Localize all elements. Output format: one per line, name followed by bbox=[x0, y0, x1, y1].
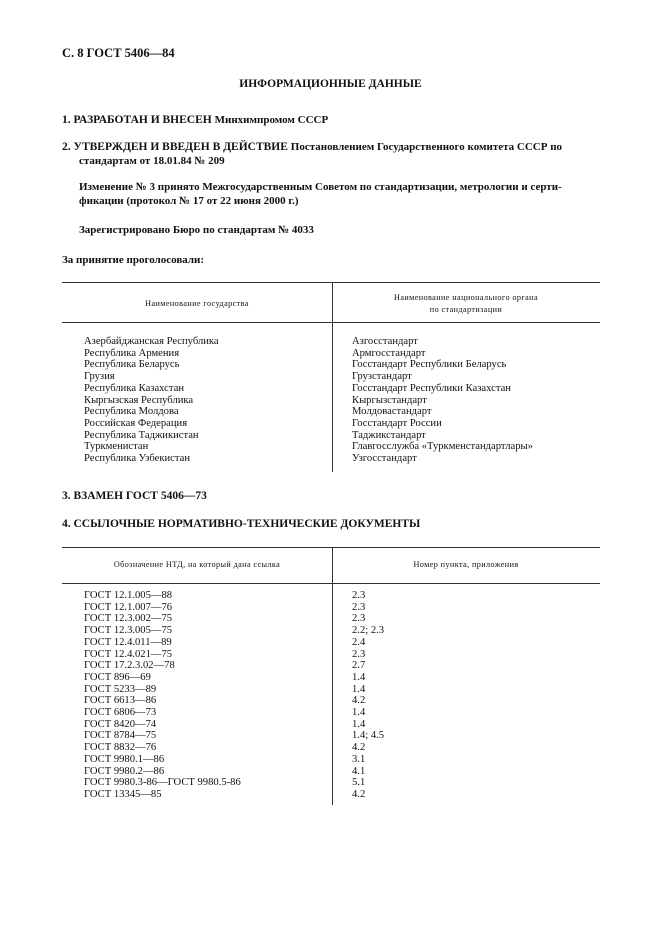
votes-col2-header-line-2: по стандартизации bbox=[429, 305, 503, 314]
votes-state-cell: Республика Молдова bbox=[84, 406, 179, 418]
refs-doc-cell: ГОСТ 12.1.007—76 bbox=[84, 601, 173, 613]
votes-body-cell: Таджикстандарт bbox=[352, 429, 426, 441]
refs-col2-header: Номер пункта, приложения bbox=[413, 560, 519, 569]
refs-item-cell: 2.3 bbox=[352, 648, 366, 660]
refs-doc-cell: ГОСТ 6613—86 bbox=[84, 695, 157, 707]
section-2-text-2: стандартам от 18.01.84 № 209 bbox=[79, 155, 225, 167]
section-3 bbox=[62, 490, 207, 502]
votes-body-cell: Грузстандарт bbox=[352, 371, 412, 383]
votes-body-cell: Армгосстандарт bbox=[352, 347, 426, 359]
refs-item-cell: 1.4; 4.5 bbox=[352, 730, 385, 742]
refs-doc-cell: ГОСТ 9980.1—86 bbox=[84, 753, 165, 765]
votes-body-cell: Главгосслужба «Туркменстандартлары» bbox=[352, 441, 533, 453]
section-4 bbox=[62, 518, 420, 530]
votes-col1-header: Наименование государства bbox=[145, 299, 249, 308]
section-2-line-1 bbox=[62, 141, 562, 153]
votes-state-cell: Республика Беларусь bbox=[84, 359, 180, 371]
votes-table-header-rule bbox=[62, 322, 600, 323]
refs-docs-list bbox=[84, 590, 241, 801]
votes-state-cell: Республика Армения bbox=[84, 347, 180, 359]
votes-body-cell: Госстандарт России bbox=[352, 417, 442, 429]
refs-item-cell: 2.2; 2.3 bbox=[352, 625, 385, 637]
section-4-heading: ССЫЛОЧНЫЕ НОРМАТИВНО-ТЕХНИЧЕСКИЕ ДОКУМЕНТЫ bbox=[73, 518, 421, 530]
amendment-line-2: фикации (протокол № 17 от 22 июня 2000 г.) bbox=[79, 195, 299, 207]
refs-doc-cell: ГОСТ 8784—75 bbox=[84, 730, 157, 742]
refs-doc-cell: ГОСТ 13345—85 bbox=[84, 788, 162, 800]
section-2-number: 2. bbox=[62, 141, 71, 153]
page-header: С. 8 ГОСТ 5406—84 bbox=[62, 46, 175, 60]
votes-body-divider bbox=[332, 322, 333, 472]
refs-item-cell: 4.2 bbox=[352, 742, 366, 754]
votes-state-cell: Российская Федерация bbox=[84, 417, 188, 429]
refs-item-cell: 3.1 bbox=[352, 753, 366, 765]
refs-table-header-rule bbox=[62, 583, 600, 584]
votes-col2-header-line-1: Наименование национального органа bbox=[394, 293, 538, 302]
refs-doc-cell: ГОСТ 9980.3-86—ГОСТ 9980.5-86 bbox=[84, 777, 241, 789]
refs-item-cell: 1.4 bbox=[352, 718, 366, 730]
refs-doc-cell: ГОСТ 12.4.011—89 bbox=[84, 636, 172, 648]
section-3-heading: ВЗАМЕН ГОСТ 5406—73 bbox=[73, 490, 207, 502]
refs-doc-cell: ГОСТ 8832—76 bbox=[84, 742, 157, 754]
votes-body-cell: Кыргызстандарт bbox=[352, 394, 427, 406]
section-1 bbox=[62, 114, 328, 126]
refs-doc-cell: ГОСТ 12.3.002—75 bbox=[84, 613, 173, 625]
votes-state-cell: Грузия bbox=[84, 371, 115, 383]
refs-doc-cell: ГОСТ 6806—73 bbox=[84, 707, 157, 719]
registration-note: Зарегистрировано Бюро по стандартам № 4033 bbox=[79, 224, 314, 236]
refs-item-cell: 2.3 bbox=[352, 590, 366, 601]
refs-item-cell: 2.4 bbox=[352, 636, 366, 648]
section-2-heading: УТВЕРЖДЕН И ВВЕДЕН В ДЕЙСТВИЕ bbox=[73, 141, 288, 153]
votes-state-cell: Азербайджанская Республика bbox=[84, 336, 219, 347]
section-3-number: 3. bbox=[62, 490, 71, 502]
refs-items-list bbox=[352, 590, 384, 801]
refs-item-cell: 1.4 bbox=[352, 707, 366, 719]
section-2-text-1: Постановлением Государственного комитета СССР по bbox=[290, 141, 563, 153]
votes-state-cell: Туркменистан bbox=[84, 441, 149, 453]
votes-body-cell: Азгосстандарт bbox=[352, 336, 418, 347]
votes-body-cell: Госстандарт Республики Казахстан bbox=[352, 382, 511, 394]
votes-state-cell: Республика Казахстан bbox=[84, 382, 185, 394]
votes-states-list bbox=[84, 336, 219, 465]
refs-doc-cell: ГОСТ 12.1.005—88 bbox=[84, 590, 173, 601]
refs-doc-cell: ГОСТ 9980.2—86 bbox=[84, 765, 165, 777]
votes-state-cell: Республика Узбекистан bbox=[84, 453, 191, 465]
section-1-text: Минхимпромом СССР bbox=[214, 114, 329, 126]
section-1-heading: РАЗРАБОТАН И ВНЕСЕН bbox=[73, 114, 212, 126]
refs-table-top-rule bbox=[62, 547, 600, 548]
votes-table-top-rule bbox=[62, 282, 600, 283]
votes-body-cell: Узгосстандарт bbox=[352, 453, 417, 465]
votes-body-cell: Госстандарт Республики Беларусь bbox=[352, 359, 507, 371]
votes-body-cell: Молдовастандарт bbox=[352, 406, 432, 418]
page-title: ИНФОРМАЦИОННЫЕ ДАННЫЕ bbox=[239, 78, 422, 90]
refs-col1-header: Обозначение НТД, на который дана ссылка bbox=[113, 560, 281, 569]
refs-doc-cell: ГОСТ 5233—89 bbox=[84, 683, 157, 695]
refs-doc-cell: ГОСТ 896—69 bbox=[84, 671, 151, 683]
refs-doc-cell: ГОСТ 17.2.3.02—78 bbox=[84, 660, 175, 672]
votes-label: За принятие проголосовали: bbox=[62, 254, 205, 266]
votes-bodies-list bbox=[352, 336, 533, 465]
section-1-number: 1. bbox=[62, 114, 71, 126]
amendment-line-1: Изменение № 3 принято Межгосударственным Советом по стандартизации, метрологии и серти- bbox=[79, 181, 562, 193]
refs-body-divider bbox=[332, 583, 333, 805]
votes-state-cell: Кыргызская Республика bbox=[84, 394, 194, 406]
refs-doc-cell: ГОСТ 12.4.021—75 bbox=[84, 648, 173, 660]
refs-doc-cell: ГОСТ 8420—74 bbox=[84, 718, 157, 730]
refs-item-cell: 4.2 bbox=[352, 695, 366, 707]
refs-item-cell: 4.2 bbox=[352, 788, 366, 800]
votes-header-divider bbox=[332, 282, 333, 322]
refs-item-cell: 2.7 bbox=[352, 660, 366, 672]
refs-item-cell: 5.1 bbox=[352, 777, 366, 789]
refs-item-cell: 1.4 bbox=[352, 671, 366, 683]
refs-doc-cell: ГОСТ 12.3.005—75 bbox=[84, 625, 173, 637]
refs-item-cell: 2.3 bbox=[352, 601, 366, 613]
votes-state-cell: Республика Таджикистан bbox=[84, 429, 199, 441]
section-4-number: 4. bbox=[62, 518, 71, 530]
refs-item-cell: 2.3 bbox=[352, 613, 366, 625]
refs-item-cell: 1.4 bbox=[352, 683, 366, 695]
refs-item-cell: 4.1 bbox=[352, 765, 366, 777]
